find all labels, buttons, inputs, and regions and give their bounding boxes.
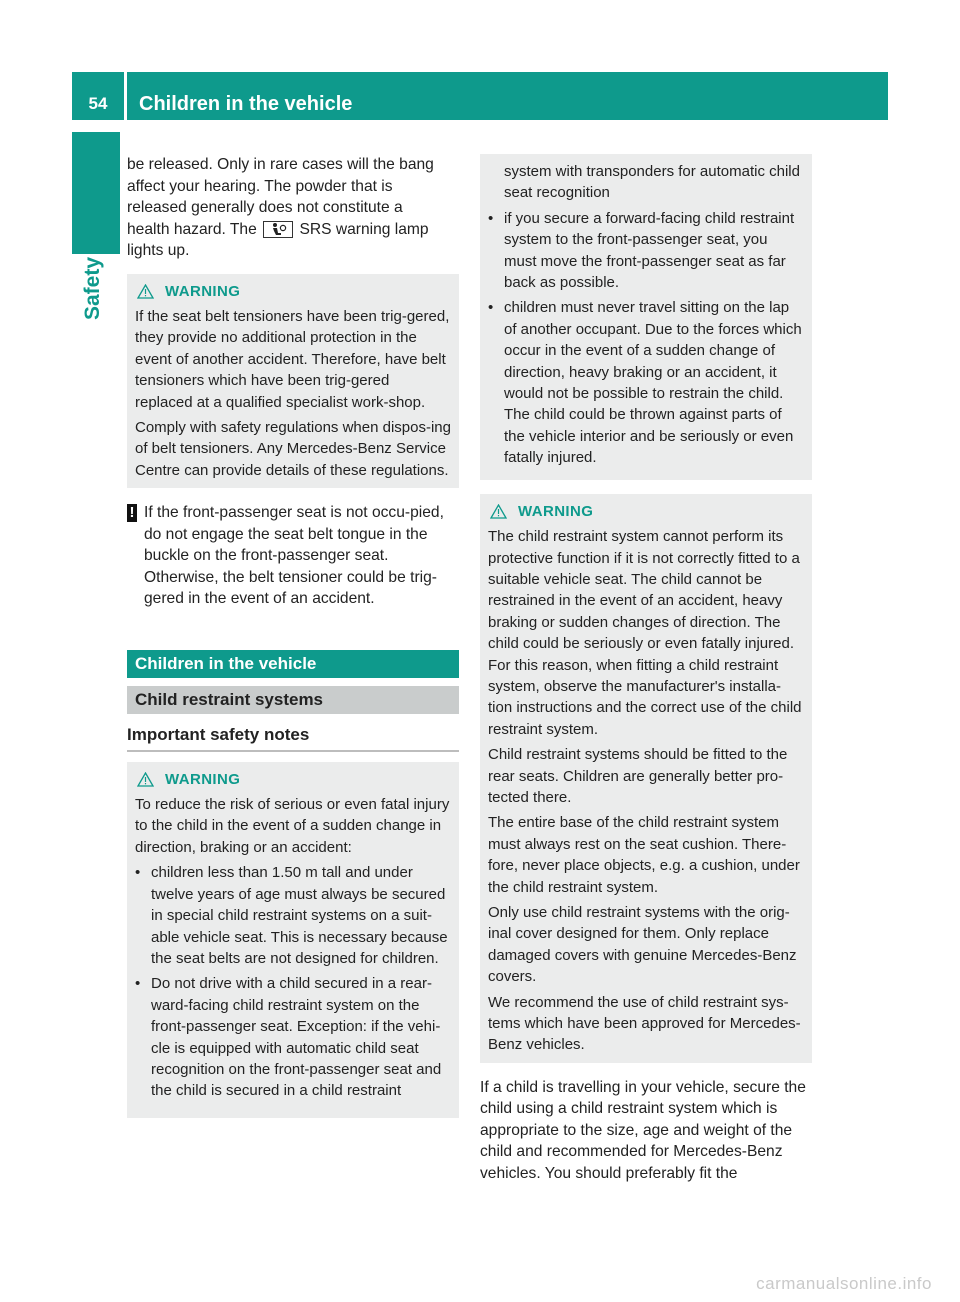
warning-label: WARNING <box>518 502 594 520</box>
warning-triangle-icon <box>490 504 507 519</box>
right-column <box>480 154 812 1196</box>
warning-heading <box>135 769 451 790</box>
warning-text-continued: system with transponders for automatic child seat recognition <box>504 163 800 202</box>
intro-paragraph <box>127 154 459 262</box>
warning-text: Comply with safety regulations when dispos-ing of belt tensioners. Any Mercedes-Benz Service Centre can provide details of these regulations. <box>135 418 451 479</box>
list-item: • if you secure a forward-facing child restraint system to the front-passenger seat, you must move the front-passenger seat as far back as possible. <box>488 208 804 294</box>
warning-text: Only use child restraint systems with the orig-inal cover designed for them. Only replace damaged covers with genuine Mercedes-Benz covers. <box>488 904 797 986</box>
page-number: 54 <box>88 94 108 113</box>
side-tab-label: Safety <box>81 256 104 320</box>
warning-heading <box>135 281 451 302</box>
warning-box-belt-tensioners <box>127 274 459 489</box>
warning-text: If the seat belt tensioners have been trig-gered, they provide no additional protection in the event of another accident. Therefore, have belt tensioners which have been trig-gered replaced at a qualified specialist work-shop. <box>135 307 450 411</box>
warning-text: The child restraint system cannot perform its protective function if it is not correctly fitted to a suitable vehicle seat. The child cannot be restrained in the event of an accident, heavy braking or sudden changes of direction. The child could be seriously or even fatally injured. For this reason, when fitting a child restraint system, observe the manufacturer's installa-tion instructions and the correct use of the child restraint system. <box>488 528 802 738</box>
list-item: • children less than 1.50 m tall and under twelve years of age must always be secured in special child restraint systems on a suit-able vehicle seat. This is necessary because the seat belts are not designed for children. <box>135 862 451 969</box>
exclamation-icon: ! <box>127 504 137 522</box>
body-paragraph: If a child is travelling in your vehicle, secure the child using a child restraint system which is appropriate to the size, age and weight of the child and recommended for Mercedes-Benz vehicles. You should preferably fit the <box>480 1078 806 1182</box>
intro-post: SRS warning lamp <box>299 220 429 238</box>
intro-line-3: released generally does not constitute a <box>127 199 403 216</box>
section-title: Children in the vehicle <box>127 650 459 678</box>
note-front-passenger <box>127 502 459 610</box>
warning-text: Child restraint systems should be fitted to the rear seats. Children are generally better pro-tected there. <box>488 746 788 806</box>
bullet-icon: • <box>488 209 494 227</box>
list-item: • Do not drive with a child secured in a rear-ward-facing child restraint system on the front-passenger seat. Exception: if the vehi-cle is equipped with automatic child seat recognition on the front-passenger seat and the child is secured in a child restraint <box>135 973 451 1101</box>
warning-box-restraint-fitting <box>480 494 812 1063</box>
warning-heading <box>488 501 804 522</box>
warning-text: We recommend the use of child restraint sys-tems which have been approved for Mercedes-Benz vehicles. <box>488 993 801 1054</box>
subsection-title: Child restraint systems <box>127 686 459 714</box>
note-text: If the front-passenger seat is not occu-pied, do not engage the seat belt tongue in the buckle on the front-passenger seat. Otherwise, the belt tensioner could be trig-gered in the event of an accident. <box>144 504 444 608</box>
bullet-icon: • <box>488 299 494 317</box>
srs-lamp-icon <box>263 221 293 238</box>
header-divider <box>124 72 127 120</box>
warning-label: WARNING <box>165 282 241 300</box>
heading-important-safety-notes: Important safety notes <box>127 724 459 752</box>
warning-label: WARNING <box>165 770 241 788</box>
warning-box-continued <box>480 154 812 480</box>
intro-pre: health hazard. The <box>127 220 257 238</box>
intro-end: lights up. <box>127 242 190 259</box>
intro-line-1: be released. Only in rare cases will the bang <box>127 156 434 173</box>
warning-text: To reduce the risk of serious or even fatal injury to the child in the event of a sudden change in direction, braking or an accident: <box>135 796 450 856</box>
warning-triangle-icon <box>137 772 154 787</box>
left-column <box>127 154 459 1132</box>
bullet-icon: • <box>135 975 141 993</box>
page-header <box>72 72 888 120</box>
warning-box-child-safety <box>127 762 459 1118</box>
header-title: Children in the vehicle <box>139 93 353 115</box>
bullet-icon: • <box>135 864 141 882</box>
warning-text: The entire base of the child restraint system must always rest on the seat cushion. There-fore, never place objects, e.g. a cushion, under the child restraint system. <box>488 814 800 896</box>
side-tab-block <box>72 132 120 254</box>
intro-line-2: affect your hearing. The powder that is <box>127 177 393 195</box>
list-item: • children must never travel sitting on the lap of another occupant. Due to the forces which occur in the event of a sudden change of direction, heavy braking or an accident, it would not be possible to restrain the child. The child could be thrown against parts of the vehicle interior and be seriously or even fatally injured. <box>488 297 804 468</box>
warning-triangle-icon <box>137 284 154 299</box>
footer-watermark: carmanualsonline.info <box>756 1274 932 1293</box>
